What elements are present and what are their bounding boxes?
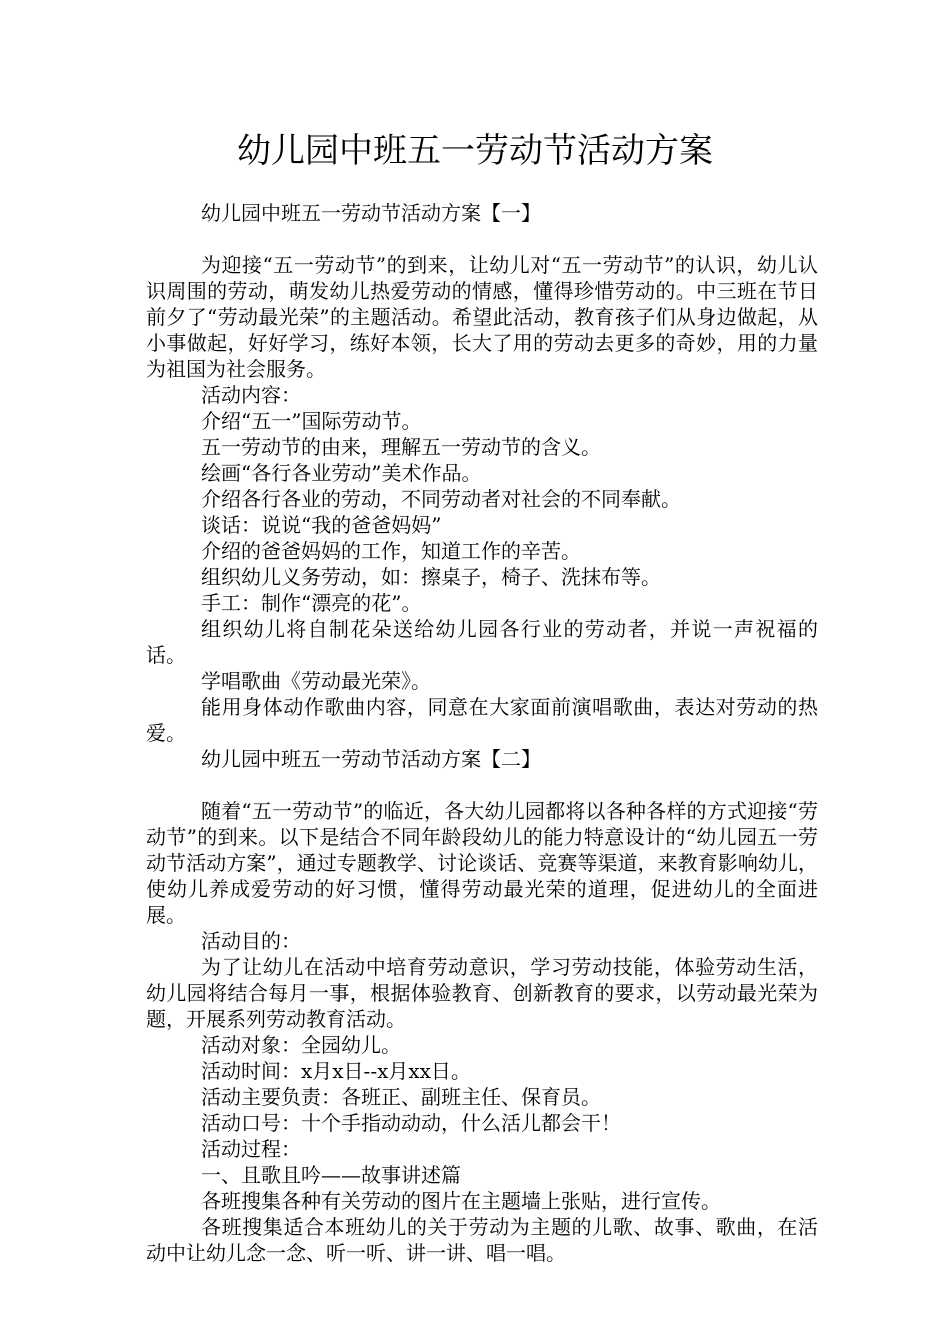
paragraph: 活动时间：x月x日--x月xx日。	[201, 1059, 471, 1083]
paragraph: 活动对象：全园幼儿。	[201, 1033, 401, 1057]
paragraph: 手工：制作“漂亮的花”。	[201, 591, 422, 615]
paragraph: 为迎接“五一劳动节”的到来，让幼儿对“五一劳动节”的认识，幼儿认识周围的劳动，萌发幼儿热爱劳动的情感，懂得珍惜劳动的。中三班在节日前夕了“劳动最光荣”的主题活动。希望此活动，教育孩子们从身边做起，从小事做起，好好学习，练好本领，长大了用的劳动去更多的奇妙，用的力量为祖国为社会服务。	[146, 253, 818, 381]
section-heading-1: 幼儿园中班五一劳动节活动方案【一】	[201, 201, 541, 225]
paragraph: 各班搜集各种有关劳动的图片在主题墙上张贴，进行宣传。	[201, 1189, 721, 1213]
paragraph: 活动主要负责：各班正、副班主任、保育员。	[201, 1085, 601, 1109]
paragraph: 为了让幼儿在活动中培育劳动意识，学习劳动技能，体验劳动生活，幼儿园将结合每月一事，根据体验教育、创新教育的要求，以劳动最光荣为题，开展系列劳动教育活动。	[146, 955, 818, 1031]
paragraph: 能用身体动作歌曲内容，同意在大家面前演唱歌曲，表达对劳动的热爱。	[146, 695, 818, 745]
paragraph: 活动内容：	[201, 383, 301, 407]
paragraph: 随着“五一劳动节”的临近，各大幼儿园都将以各种各样的方式迎接“劳动节”的到来。以下是结合不同年龄段幼儿的能力特意设计的“幼儿园五一劳动节活动方案”，通过专题教学、讨论谈话、竞赛等渠道，来教育影响幼儿，使幼儿养成爱劳动的好习惯，懂得劳动最光荣的道理，促进幼儿的全面进展。	[146, 799, 818, 927]
paragraph: 活动口号：十个手指动动动，什么活儿都会干！	[201, 1111, 621, 1135]
paragraph: 介绍“五一”国际劳动节。	[201, 409, 422, 433]
paragraph: 活动目的：	[201, 929, 301, 953]
section-heading-2: 幼儿园中班五一劳动节活动方案【二】	[201, 747, 541, 771]
paragraph: 五一劳动节的由来，理解五一劳动节的含义。	[201, 435, 601, 459]
document-body	[146, 200, 818, 1266]
paragraph: 绘画“各行各业劳动”美术作品。	[201, 461, 482, 485]
paragraph: 一、且歌且吟——故事讲述篇	[201, 1163, 461, 1187]
paragraph: 学唱歌曲《劳动最光荣》。	[201, 669, 431, 693]
document-title: 幼儿园中班五一劳动节活动方案	[237, 131, 713, 171]
paragraph: 组织幼儿义务劳动，如：擦桌子，椅子、洗抹布等。	[201, 565, 661, 589]
paragraph: 各班搜集适合本班幼儿的关于劳动为主题的儿歌、故事、歌曲，在活动中让幼儿念一念、听一听、讲一讲、唱一唱。	[146, 1215, 818, 1265]
paragraph: 谈话：说说“我的爸爸妈妈”	[201, 513, 442, 537]
paragraph: 介绍各行各业的劳动，不同劳动者对社会的不同奉献。	[201, 487, 681, 511]
paragraph: 组织幼儿将自制花朵送给幼儿园各行业的劳动者，并说一声祝福的话。	[146, 617, 818, 667]
paragraph: 介绍的爸爸妈妈的工作，知道工作的辛苦。	[201, 539, 581, 563]
paragraph: 活动过程：	[201, 1137, 301, 1161]
